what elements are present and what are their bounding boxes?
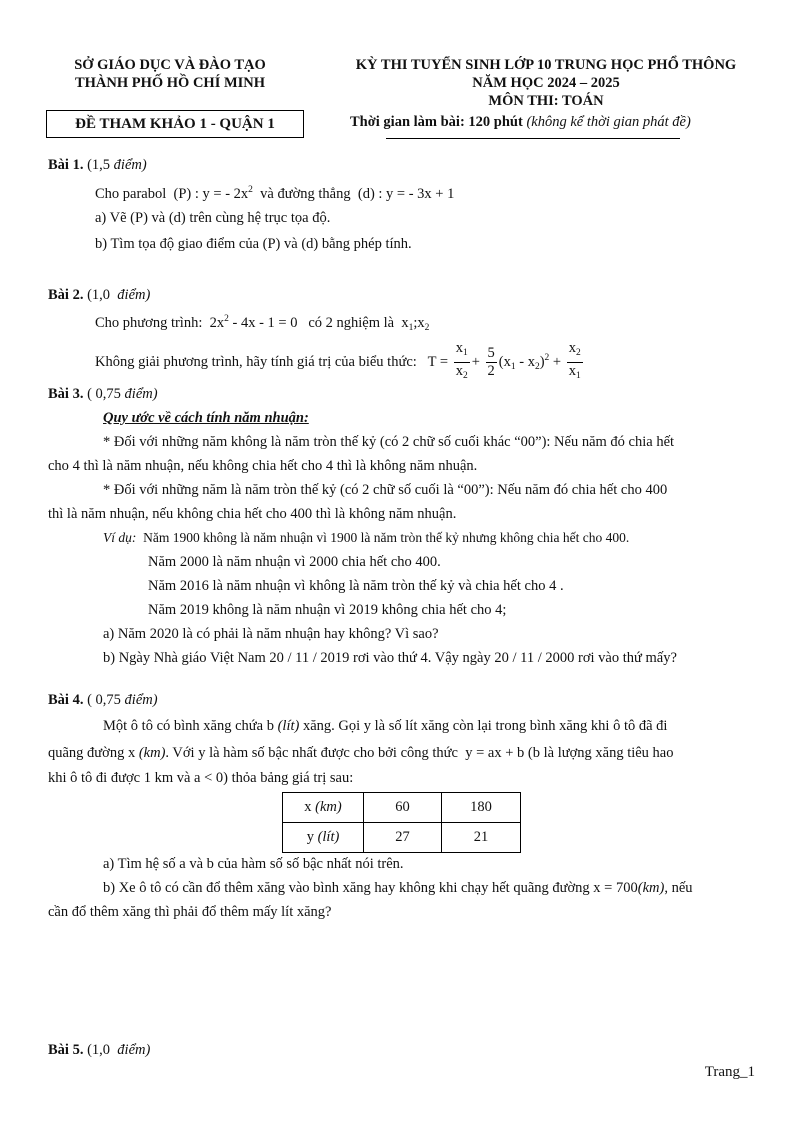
example-2	[148, 554, 441, 571]
text: . Vậy ngày	[427, 650, 491, 666]
math: 2019	[179, 602, 209, 618]
leap-year-rule-title	[103, 410, 309, 427]
problem-3-part-a	[103, 626, 439, 643]
text: ”): Nếu năm đó chia hết cho	[478, 482, 642, 498]
math: (P)	[130, 210, 148, 226]
math: a	[179, 856, 186, 872]
math: - 4x - 1 = 0	[232, 315, 298, 331]
numerator: 5	[487, 345, 495, 361]
text: ;	[502, 602, 507, 618]
exponent: 2	[224, 314, 229, 324]
example-4	[148, 602, 506, 619]
subscript: 1	[510, 362, 516, 372]
math: 400	[415, 554, 438, 570]
math: x	[304, 799, 312, 815]
math: 2	[402, 434, 410, 450]
text: * Đối với những năm là năm tròn thế kỷ (có	[103, 482, 359, 498]
math: x	[127, 745, 136, 761]
problem-3-title: Bài 3.	[48, 386, 84, 402]
text: Không giải phương trình, hãy tính giá trị của biểu thức:	[95, 354, 417, 370]
math: b	[266, 718, 274, 734]
math: x	[401, 315, 409, 331]
text: b) Tìm tọa độ giao điểm của	[95, 236, 260, 252]
department-line-2: THÀNH PHỐ HỒ CHÍ MINH	[74, 75, 266, 91]
math: (x	[498, 354, 511, 370]
text: b) Ngày Nhà giáo Việt Nam	[103, 650, 266, 666]
problem-1-part-b	[95, 236, 412, 253]
math: x	[417, 315, 425, 331]
text: bằng phép tính.	[321, 236, 412, 252]
text: thì là không năm nhuận.	[315, 506, 457, 522]
math: ;	[413, 315, 418, 331]
text: Năm	[148, 602, 177, 618]
department-header	[48, 56, 292, 92]
math: 400	[605, 530, 626, 545]
text: không là năm nhuận vì	[212, 602, 346, 618]
text: Quy ước về cách tính năm nhuận:	[103, 410, 309, 426]
math: x	[455, 363, 463, 379]
exam-header	[318, 56, 774, 110]
line-equation: (d) : y = - 3x + 1	[357, 186, 455, 202]
table-cell: 180	[442, 793, 521, 823]
unit: (lít)	[317, 829, 340, 845]
value-table	[282, 792, 521, 853]
math: 4	[72, 458, 80, 474]
problem-5-title: Bài 5.	[48, 1042, 84, 1058]
unit: (km)	[315, 799, 342, 815]
denominator	[567, 363, 583, 385]
math: (d)	[168, 210, 186, 226]
problem-4-text-line-3	[48, 770, 353, 787]
math: 2020	[149, 626, 179, 642]
subscript: 1	[462, 348, 468, 358]
text: của hàm số số bậc nhất nói trên.	[217, 856, 404, 872]
points-word: điểm)	[117, 1042, 151, 1058]
rule-1-line-1	[103, 434, 674, 451]
math: - x	[519, 354, 535, 370]
math: y	[306, 829, 314, 845]
text: và	[284, 236, 298, 252]
rule-2-line-1	[103, 482, 667, 499]
text: xăng. Gọi	[302, 718, 361, 734]
denominator: 2	[487, 363, 495, 379]
table-cell: 27	[364, 823, 442, 853]
numerator	[567, 340, 583, 363]
math: b	[206, 856, 214, 872]
reference-exam-box: ĐỀ THAM KHẢO 1 - QUẬN 1	[46, 110, 304, 138]
text: là lượng xăng tiêu hao	[543, 745, 674, 761]
table-header-y	[283, 823, 364, 853]
unit: (km)	[637, 880, 665, 896]
points-word: điểm)	[124, 692, 158, 708]
math: 2x	[209, 315, 225, 331]
text: khi ô tô đi được	[48, 770, 141, 786]
math: 2000	[179, 554, 209, 570]
subscript: 1	[408, 323, 414, 333]
text: . Với y là hàm số bậc nhất được cho bởi công thức	[165, 745, 458, 761]
points-word: điểm)	[124, 386, 158, 402]
math: 20 / 11 / 2000	[494, 650, 575, 666]
math: x	[455, 340, 463, 356]
text: và đường thẳng	[260, 186, 351, 202]
table-row	[283, 793, 521, 823]
formula: y = ax + b	[465, 745, 525, 761]
math: 2016	[179, 578, 209, 594]
math: (P)	[262, 236, 281, 252]
text: chữ số cuối khác “	[412, 434, 521, 450]
math: )	[539, 354, 545, 370]
numerator	[454, 340, 470, 363]
page-number: Trang_1	[704, 1064, 755, 1080]
text: a) Tìm hệ số	[103, 856, 176, 872]
problem-4-text-line-2	[48, 745, 674, 762]
problem-4-title: Bài 4.	[48, 692, 84, 708]
text: rơi vào thứ	[353, 650, 417, 666]
text: và	[151, 210, 166, 226]
text: a) Vẽ	[95, 210, 127, 226]
subscript: 1	[575, 371, 581, 381]
subscript: 2	[534, 362, 540, 372]
fraction-x1-over-x2	[454, 340, 470, 385]
problem-1-intro	[95, 185, 454, 203]
text: là có phải là năm nhuận hay không? Vì sao?	[182, 626, 439, 642]
exam-title: KỲ THI TUYỂN SINH LỚP 10 TRUNG HỌC PHỔ THÔNG	[355, 57, 737, 73]
quadratic-equation	[210, 315, 298, 331]
math: 4	[420, 650, 428, 666]
math: x	[568, 363, 576, 379]
points-word: điểm)	[117, 287, 151, 303]
text: .	[625, 530, 630, 545]
problem-1-heading	[48, 157, 147, 174]
text: thì là năm nhuận, nếu không chia hết cho	[48, 506, 287, 522]
math: 2	[362, 482, 370, 498]
text: chia hết cho	[341, 554, 412, 570]
math: a < 0	[194, 770, 224, 786]
roots	[401, 315, 429, 331]
math: +	[552, 354, 562, 370]
math: 20 / 11 / 2019	[269, 650, 350, 666]
exam-duration	[350, 114, 691, 131]
text: là số lít xăng còn lại trong bình xăng khi ô tô đã đi	[374, 718, 668, 734]
text: có 2 nghiệm là	[308, 315, 395, 331]
problem-4-points: ( 0,75	[87, 692, 121, 708]
math: b	[532, 745, 540, 761]
subscript: 2	[462, 371, 468, 381]
math: 2000	[309, 554, 339, 570]
text: không chia hết cho	[381, 602, 492, 618]
problem-2-equation-line	[95, 314, 429, 333]
problem-2-points: (1,0	[87, 287, 111, 303]
math: 400	[290, 506, 313, 522]
parabol-equation	[174, 186, 253, 202]
points-word: điểm)	[113, 157, 147, 173]
text: thì là năm nhuận, nếu không chia hết cho	[83, 458, 323, 474]
math: x	[568, 340, 576, 356]
rule-2-line-2	[48, 506, 456, 523]
math: 2019	[348, 602, 378, 618]
math: (d)	[301, 236, 319, 252]
math: 4	[325, 458, 334, 474]
problem-2-expression-line	[95, 340, 585, 385]
example-3	[148, 578, 564, 595]
header-underline	[386, 138, 680, 139]
duration-note: (không kể thời gian phát đề)	[526, 114, 691, 130]
problem-2-title: Bài 2.	[48, 287, 84, 303]
math: 00	[463, 482, 479, 498]
text: là năm nhuận vì không là năm tròn thế kỷ và chia hết cho	[212, 578, 546, 594]
math: +	[471, 354, 480, 370]
text: ”): Nếu năm đó chia hết	[535, 434, 675, 450]
problem-3-heading	[48, 386, 158, 403]
problem-4-part-b-line-2: cần đổ thêm xăng thì phải đổ thêm mấy lít xăng?	[48, 904, 332, 920]
text: km và	[154, 770, 191, 786]
text: a) Năm	[103, 626, 147, 642]
squared-difference	[499, 354, 561, 370]
problem-1-points: (1,5	[87, 157, 111, 173]
unit: (km)	[138, 745, 166, 761]
text: thì là không năm nhuận.	[336, 458, 478, 474]
text: cho	[48, 458, 69, 474]
text: là năm nhuận vì	[212, 554, 306, 570]
example-1	[103, 530, 629, 546]
exponent: 2	[248, 185, 253, 195]
text: Cho parabol	[95, 186, 167, 202]
duration-label: Thời gian làm bài: 120 phút	[350, 114, 523, 130]
text: * Đối với những năm không là năm tròn thế kỷ (có	[103, 434, 399, 450]
problem-2-heading	[48, 287, 150, 304]
fraction-five-halves	[486, 345, 497, 380]
text: Năm	[148, 554, 177, 570]
table-cell: 21	[442, 823, 521, 853]
subscript: 2	[575, 348, 581, 358]
math: 4	[549, 578, 557, 594]
text: ) thỏa bảng giá trị sau:	[223, 770, 354, 786]
math: T =	[427, 354, 449, 370]
math: 00	[520, 434, 536, 450]
text: Một ô tô có bình xăng chứa	[103, 718, 264, 734]
rule-1-line-2	[48, 458, 477, 475]
text: (	[527, 745, 533, 761]
problem-4-heading	[48, 692, 158, 709]
math: 400	[645, 482, 668, 498]
school-year: NĂM HỌC 2024 – 2025	[472, 75, 620, 91]
text: rơi vào thứ mấy?	[578, 650, 677, 666]
table-cell: 60	[364, 793, 442, 823]
fraction-x2-over-x1	[567, 340, 583, 385]
text: .	[559, 578, 564, 594]
problem-1-part-a	[95, 210, 330, 227]
math: 1	[143, 770, 151, 786]
math: y	[363, 718, 372, 734]
exponent: 2	[544, 353, 550, 363]
problem-4-part-b-line-1	[103, 880, 693, 897]
problem-4-text-line-1	[103, 718, 667, 735]
text: trên cùng hệ trục tọa độ.	[189, 210, 331, 226]
department-line-1: SỞ GIÁO DỤC VÀ ĐÀO TẠO	[74, 57, 266, 73]
text: Năm 1900 không là năm nhuận vì 1900 là năm tròn thế kỷ nhưng không chia hết cho	[143, 530, 603, 545]
text: và	[189, 856, 203, 872]
subscript: 2	[424, 323, 430, 333]
problem-3-points: ( 0,75	[87, 386, 121, 402]
math: 4	[495, 602, 503, 618]
problem-5-points: (1,0	[87, 1042, 111, 1058]
text: Cho phương trình:	[95, 315, 203, 331]
math: (P) : y = - 2x	[173, 186, 249, 202]
text: , nếu	[664, 880, 693, 896]
text: quãng đường	[48, 745, 125, 761]
problem-3-part-b	[103, 650, 677, 667]
unit: (lít)	[277, 718, 300, 734]
text: .	[437, 554, 441, 570]
problem-1-title: Bài 1.	[48, 157, 84, 173]
table-row	[283, 823, 521, 853]
text: b) Xe ô tô có cần đổ thêm xăng vào bình xăng hay không khi chạy hết quãng đường	[103, 880, 590, 896]
table-header-x	[283, 793, 364, 823]
text: chữ số cuối là “	[373, 482, 464, 498]
example-label: Ví dụ:	[103, 530, 137, 545]
text: Năm	[148, 578, 177, 594]
subject: MÔN THI: TOÁN	[488, 93, 604, 109]
math: x = 700	[593, 880, 638, 896]
problem-4-part-a	[103, 856, 404, 873]
denominator	[454, 363, 470, 385]
problem-5-heading	[48, 1042, 150, 1059]
